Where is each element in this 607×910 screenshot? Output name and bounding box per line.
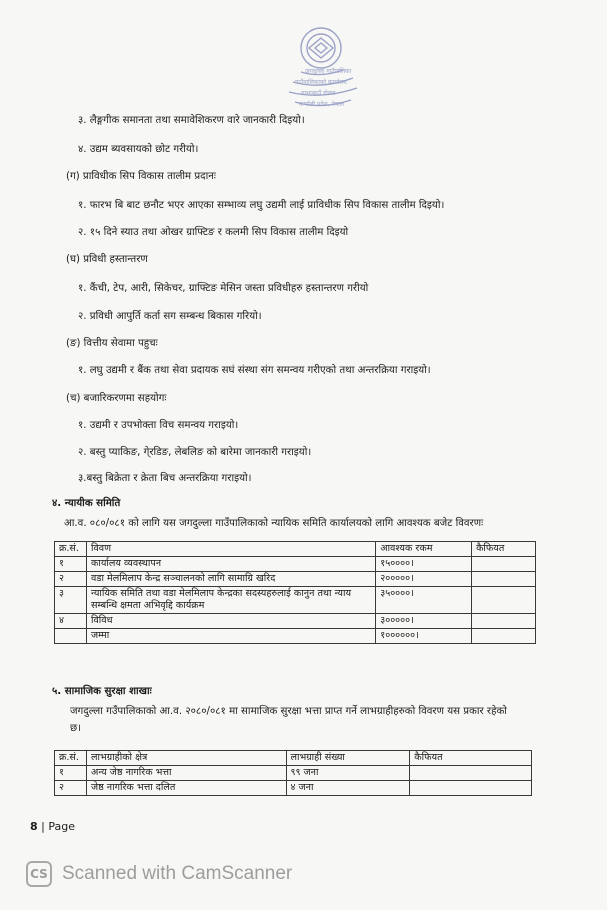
remark-cell [472, 587, 536, 614]
list-item: १. उद्यमी र उपभोक्ता विच समन्वय गराइयो। [78, 420, 239, 431]
description-cell: वडा मेलमिलाप केन्द्र सञ्चालनको लागि सामाग्रि खरिद [86, 572, 375, 587]
serial-cell: ३ [55, 587, 87, 614]
table-row [55, 766, 532, 781]
amount-cell: ३५००००। [376, 587, 472, 614]
section-heading: ५. सामाजिक सुरक्षा शाखाः [52, 686, 152, 697]
column-header: क्र.सं. [55, 542, 87, 557]
column-header: लाभग्राही संख्या [286, 751, 410, 766]
section-heading: ४. न्यायीक समिति [52, 498, 121, 509]
budget-table [54, 541, 536, 644]
beneficiary-area-cell: अन्य जेष्ठ नागरिक भत्ता [86, 766, 286, 781]
subheading: (ङ) वित्तीय सेवामा पहुचः [66, 338, 158, 349]
page-footer [30, 820, 75, 833]
column-header: कैफियत [410, 751, 532, 766]
camscanner-watermark [26, 858, 292, 890]
beneficiary-area-cell: जेष्ठ नागरिक भत्ता दलित [86, 781, 286, 796]
table-header-row [55, 542, 536, 557]
remark-cell [472, 629, 536, 644]
list-item: ४. उद्यम ब्यवसायको छोट गरीयो। [78, 144, 199, 155]
list-item: २. बस्तु प्याकिङ, गे्रडिङ, लेबलिङ को बारेमा जानकारी गराइयो। [78, 447, 312, 458]
list-item: १. लघु उद्यमी र बैंक तथा सेवा प्रदायक सघं संस्था संग समन्वय गरीएको तथा अन्तरक्रिया गराइयो। [78, 365, 431, 376]
table-row [55, 572, 536, 587]
description-cell: न्यायिक समिति तथा वडा मेलमिलाप केन्द्रका सदस्यहरुलाई कानुन तथा न्याय सम्बन्धि क्षमता अभिवृद्दि कार्यक्रम [86, 587, 375, 614]
list-item: १. फारभ बि बाट छनौट भएर आएका सम्भाव्य लघु उद्यमी लाई प्राविधीक सिप विकास तालीम दिइयो। [78, 200, 445, 211]
subheading: (ग) प्राविधीक सिप विकास तालीम प्रदानः [66, 171, 216, 182]
page-number: 8 [30, 820, 38, 833]
amount-cell: ३०००००। [376, 614, 472, 629]
serial-cell: २ [55, 572, 87, 587]
beneficiary-count-cell: ९९ जना [286, 766, 410, 781]
list-item: १. कैंची, टेप, आरी, सिकेचर, ग्राफ्टिङ मेसिन जस्ता प्रविधीहरु हस्तान्तरण गरीयो [78, 283, 369, 294]
section-intro-continued: छ। [70, 723, 82, 734]
serial-cell [55, 629, 87, 644]
remark-cell [472, 557, 536, 572]
column-header: विवण [86, 542, 375, 557]
table-row [55, 614, 536, 629]
beneficiary-count-cell: ४ जना [286, 781, 410, 796]
list-item: २. १५ दिने स्याउ तथा ओखर ग्राफ्टिङ र कलमी सिप विकास तालीम दिइयो [78, 227, 349, 238]
column-header: क्र.सं. [55, 751, 87, 766]
column-header: कैफियत [472, 542, 536, 557]
total-label-cell: जम्मा [86, 629, 375, 644]
svg-text:गाउँपालिकाको कार्यालय: गाउँपालिकाको कार्यालय [295, 79, 347, 86]
subheading: (घ) प्रविधी हस्तान्तरण [66, 254, 148, 265]
svg-text:जगदुल्ला गाउँपालिका: जगदुल्ला गाउँपालिका [305, 68, 352, 75]
column-header: लाभग्राहीको क्षेत्र [86, 751, 286, 766]
amount-cell: १५००००। [376, 557, 472, 572]
list-item: ३.बस्तु बिक्रेता र क्रेता बिच अन्तरक्रिया गराइयो। [78, 473, 252, 484]
table-row [55, 557, 536, 572]
svg-text:कर्णाली प्रदेश, नेपाल: कर्णाली प्रदेश, नेपाल [299, 101, 344, 108]
column-header: आवश्यक रकम [376, 542, 472, 557]
remark-cell [410, 766, 532, 781]
amount-cell: २०००००। [376, 572, 472, 587]
remark-cell [410, 781, 532, 796]
table-total-row [55, 629, 536, 644]
camscanner-logo-icon: CS [26, 861, 52, 887]
serial-cell: २ [55, 781, 87, 796]
camscanner-text: Scanned with CamScanner [62, 863, 293, 884]
svg-text:गाभाकाउँ डोल्पा: गाभाकाउँ डोल्पा [301, 90, 336, 97]
table-row [55, 587, 536, 614]
social-security-table [54, 750, 532, 796]
section-intro: जगदुल्ला गउँपालिकाको आ.व. २०८०/०८१ मा सामाजिक सुरक्षा भत्ता प्राप्त गर्ने लाभग्राहीहरुको विवरण यस प्रकार रहेको [70, 706, 507, 717]
section-intro: आ.व. ०८०/०८१ को लागि यस जगदुल्ला गाउँपालिकाको न्यायिक समिति कार्यालयको लागि आवश्यक बजेट विवरणः [64, 518, 484, 529]
remark-cell [472, 572, 536, 587]
remark-cell [472, 614, 536, 629]
total-amount-cell: १००००००। [376, 629, 472, 644]
list-item: ३. लैङ्गगीक समानता तथा समावेशिकरण वारे जानकारी दिइयो। [78, 115, 305, 126]
table-header-row [55, 751, 532, 766]
serial-cell: १ [55, 766, 87, 781]
official-seal-stamp [265, 18, 377, 118]
serial-cell: ४ [55, 614, 87, 629]
subheading: (च) बजारिकरणमा सहयोगः [66, 393, 167, 404]
table-row [55, 781, 532, 796]
description-cell: विविध [86, 614, 375, 629]
description-cell: कार्यालय व्यवस्थापन [86, 557, 375, 572]
serial-cell: १ [55, 557, 87, 572]
page-label: Page [48, 820, 76, 833]
list-item: २. प्रविधी आपुर्ति कर्ता सग सम्बन्ध बिकास गरियो। [78, 311, 262, 322]
page-separator: | [41, 820, 45, 833]
